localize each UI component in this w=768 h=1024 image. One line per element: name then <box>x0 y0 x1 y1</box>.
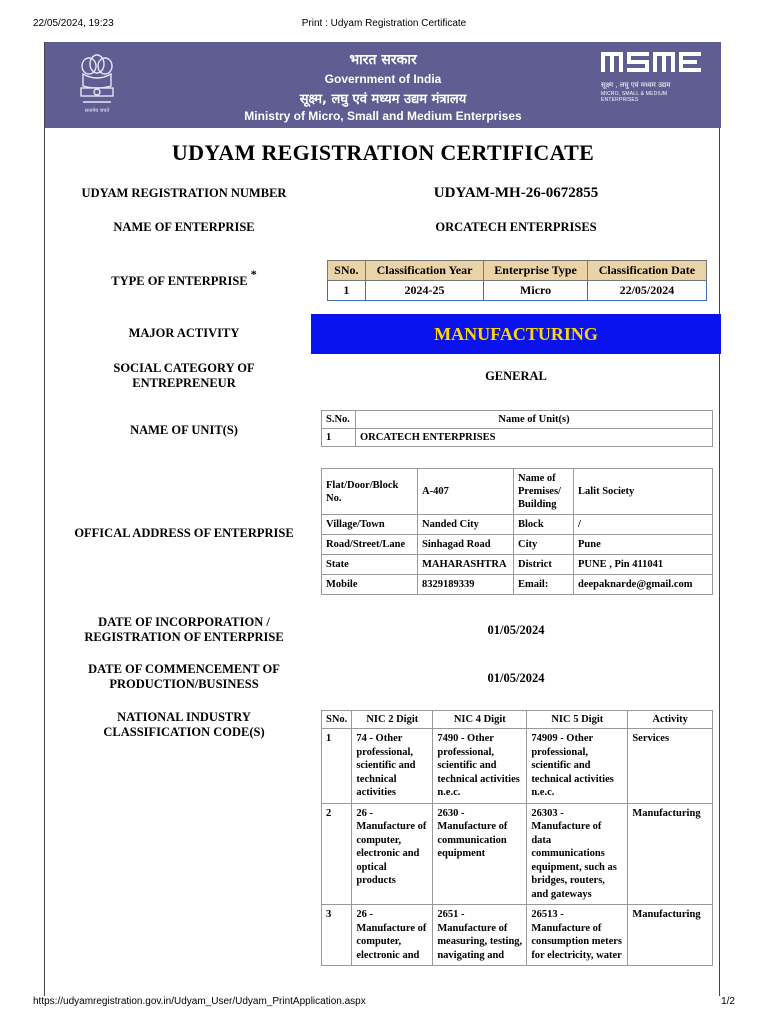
incorporation-date: 01/05/2024 <box>487 623 545 637</box>
addr-premises-label: Name of Premises/ Building <box>514 469 574 515</box>
enterprise-type-label <box>59 267 309 289</box>
addr-road-label: Road/Street/Lane <box>322 535 418 555</box>
nic-header-4digit: NIC 4 Digit <box>433 711 527 729</box>
enterprise-name-value: ORCATECH ENTERPRISES <box>435 220 597 234</box>
units-label: NAME OF UNIT(S) <box>130 423 238 437</box>
incorporation-label <box>59 615 309 645</box>
required-star: * <box>250 267 257 281</box>
addr-block-label: Block <box>514 515 574 535</box>
certificate-body <box>45 42 721 996</box>
units-cell-sno: 1 <box>322 429 356 447</box>
addr-email-value: deepaknarde@gmail.com <box>574 575 713 595</box>
addr-block-value: / <box>574 515 713 535</box>
major-activity-label: MAJOR ACTIVITY <box>128 326 240 340</box>
addr-mobile-value: 8329189339 <box>418 575 514 595</box>
svg-text:सत्यमेव जयते: सत्यमेव जयते <box>84 108 110 114</box>
addr-state-label: State <box>322 555 418 575</box>
nic-row1-sno: 1 <box>322 729 352 804</box>
address-table <box>321 468 713 595</box>
type-cell-type: Micro <box>484 281 588 301</box>
certificate-title: UDYAM REGISTRATION CERTIFICATE <box>171 140 595 165</box>
nic-table <box>321 710 713 966</box>
addr-city-label: City <box>514 535 574 555</box>
major-activity-value: MANUFACTURING <box>311 314 721 354</box>
addr-flat-value: A-407 <box>418 469 514 515</box>
incorporation-label-line1: DATE OF INCORPORATION / <box>98 615 270 629</box>
table-row <box>322 535 713 555</box>
print-footer <box>0 996 768 1016</box>
addr-state-value: MAHARASHTRA <box>418 555 514 575</box>
nic-row2-4digit: 2630 - Manufacture of communication equipment <box>433 803 527 905</box>
enterprise-name-label: NAME OF ENTERPRISE <box>113 220 255 234</box>
enterprise-type-label-text: TYPE OF ENTERPRISE <box>111 274 248 288</box>
print-header <box>0 0 768 42</box>
msme-logo-hindi: सूक्ष्म , लघु एवं मध्यम उद्यम <box>601 81 671 89</box>
government-banner <box>45 42 721 128</box>
print-title: Print : Udyam Registration Certificate <box>301 18 467 29</box>
table-row <box>322 515 713 535</box>
type-cell-date: 22/05/2024 <box>587 281 706 301</box>
addr-district-value: PUNE , Pin 411041 <box>574 555 713 575</box>
msme-logo-icon <box>601 52 701 74</box>
nic-header-5digit: NIC 5 Digit <box>527 711 628 729</box>
nic-header-sno: SNo. <box>322 711 352 729</box>
certificate <box>44 42 720 996</box>
type-header-date: Classification Date <box>587 261 706 281</box>
nic-row1-activity: Services <box>628 729 713 804</box>
nic-row3-4digit: 2651 - Manufacture of measuring, testing, navigating and <box>433 905 527 966</box>
nic-row2-activity: Manufacturing <box>628 803 713 905</box>
table-row <box>322 469 713 515</box>
nic-row3-sno: 3 <box>322 905 352 966</box>
reg-number-label: UDYAM REGISTRATION NUMBER <box>81 186 287 200</box>
units-header-name: Name of Unit(s) <box>356 411 713 429</box>
table-row <box>322 429 713 447</box>
commencement-label <box>59 662 309 692</box>
units-cell-name: ORCATECH ENTERPRISES <box>356 429 713 447</box>
addr-city-value: Pune <box>574 535 713 555</box>
enterprise-type-table <box>327 260 707 301</box>
nic-row2-sno: 2 <box>322 803 352 905</box>
nic-label <box>59 710 309 740</box>
nic-label-line1: NATIONAL INDUSTRY <box>117 710 251 724</box>
type-header-sno: SNo. <box>328 261 366 281</box>
type-header-year: Classification Year <box>365 261 484 281</box>
social-category-value: GENERAL <box>485 369 547 383</box>
commencement-date: 01/05/2024 <box>487 671 545 685</box>
addr-village-label: Village/Town <box>322 515 418 535</box>
incorporation-label-line2: REGISTRATION OF ENTERPRISE <box>84 630 284 644</box>
table-row <box>328 281 707 301</box>
reg-number-value: UDYAM-MH-26-0672855 <box>433 185 599 201</box>
banner-hindi-ministry: सूक्ष्म, लघु एवं मध्यम उद्यम मंत्रालय <box>299 92 467 107</box>
nic-label-line2: CLASSIFICATION CODE(S) <box>103 725 265 739</box>
addr-email-label: Email: <box>514 575 574 595</box>
print-url[interactable]: https://udyamregistration.gov.in/Udyam_User/Udyam_PrintApplication.aspx <box>33 996 366 1007</box>
msme-logo-english: MICRO, SMALL & MEDIUM ENTERPRISES <box>601 91 668 103</box>
addr-district-label: District <box>514 555 574 575</box>
nic-row2-5digit: 26303 - Manufacture of data communications equipment, such as bridges, routers, and gateways <box>527 803 628 905</box>
print-datetime: 22/05/2024, 19:23 <box>33 18 114 29</box>
address-label: OFFICAL ADDRESS OF ENTERPRISE <box>74 526 294 540</box>
social-category-label-line1: SOCIAL CATEGORY OF <box>113 361 255 375</box>
commencement-label-line1: DATE OF COMMENCEMENT OF <box>88 662 280 676</box>
print-page-number: 1/2 <box>721 996 735 1007</box>
nic-row3-activity: Manufacturing <box>628 905 713 966</box>
addr-mobile-label: Mobile <box>322 575 418 595</box>
social-category-label-line2: ENTREPRENEUR <box>132 376 236 390</box>
banner-government-of-india: Government of India <box>324 72 442 86</box>
nic-row1-4digit: 7490 - Other professional, scientific and technical activities n.e.c. <box>433 729 527 804</box>
nic-header-activity: Activity <box>628 711 713 729</box>
banner-hindi-government: भारत सरकार <box>349 52 417 68</box>
nic-row3-2digit: 26 - Manufacture of computer, electronic and <box>352 905 433 966</box>
nic-header-2digit: NIC 2 Digit <box>352 711 433 729</box>
addr-road-value: Sinhagad Road <box>418 535 514 555</box>
commencement-label-line2: PRODUCTION/BUSINESS <box>109 677 259 691</box>
nic-row1-5digit: 74909 - Other professional, scientific and technical activities n.e.c. <box>527 729 628 804</box>
addr-village-value: Nanded City <box>418 515 514 535</box>
social-category-label <box>59 361 309 391</box>
type-cell-year: 2024-25 <box>365 281 484 301</box>
addr-premises-value: Lalit Society <box>574 469 713 515</box>
nic-row3-5digit: 26513 - Manufacture of consumption meters for electricity, water <box>527 905 628 966</box>
units-table <box>321 410 713 447</box>
table-row <box>322 905 713 966</box>
addr-flat-label: Flat/Door/Block No. <box>322 469 418 515</box>
nic-row2-2digit: 26 - Manufacture of computer, electronic and optical products <box>352 803 433 905</box>
table-row <box>322 729 713 804</box>
table-row <box>322 803 713 905</box>
table-row <box>322 555 713 575</box>
banner-ministry: Ministry of Micro, Small and Medium Enterprises <box>244 109 522 123</box>
nic-row1-2digit: 74 - Other professional, scientific and technical activities <box>352 729 433 804</box>
type-cell-sno: 1 <box>328 281 366 301</box>
msme-logo <box>601 52 701 103</box>
units-header-sno: S.No. <box>322 411 356 429</box>
table-row <box>322 575 713 595</box>
type-header-type: Enterprise Type <box>484 261 588 281</box>
